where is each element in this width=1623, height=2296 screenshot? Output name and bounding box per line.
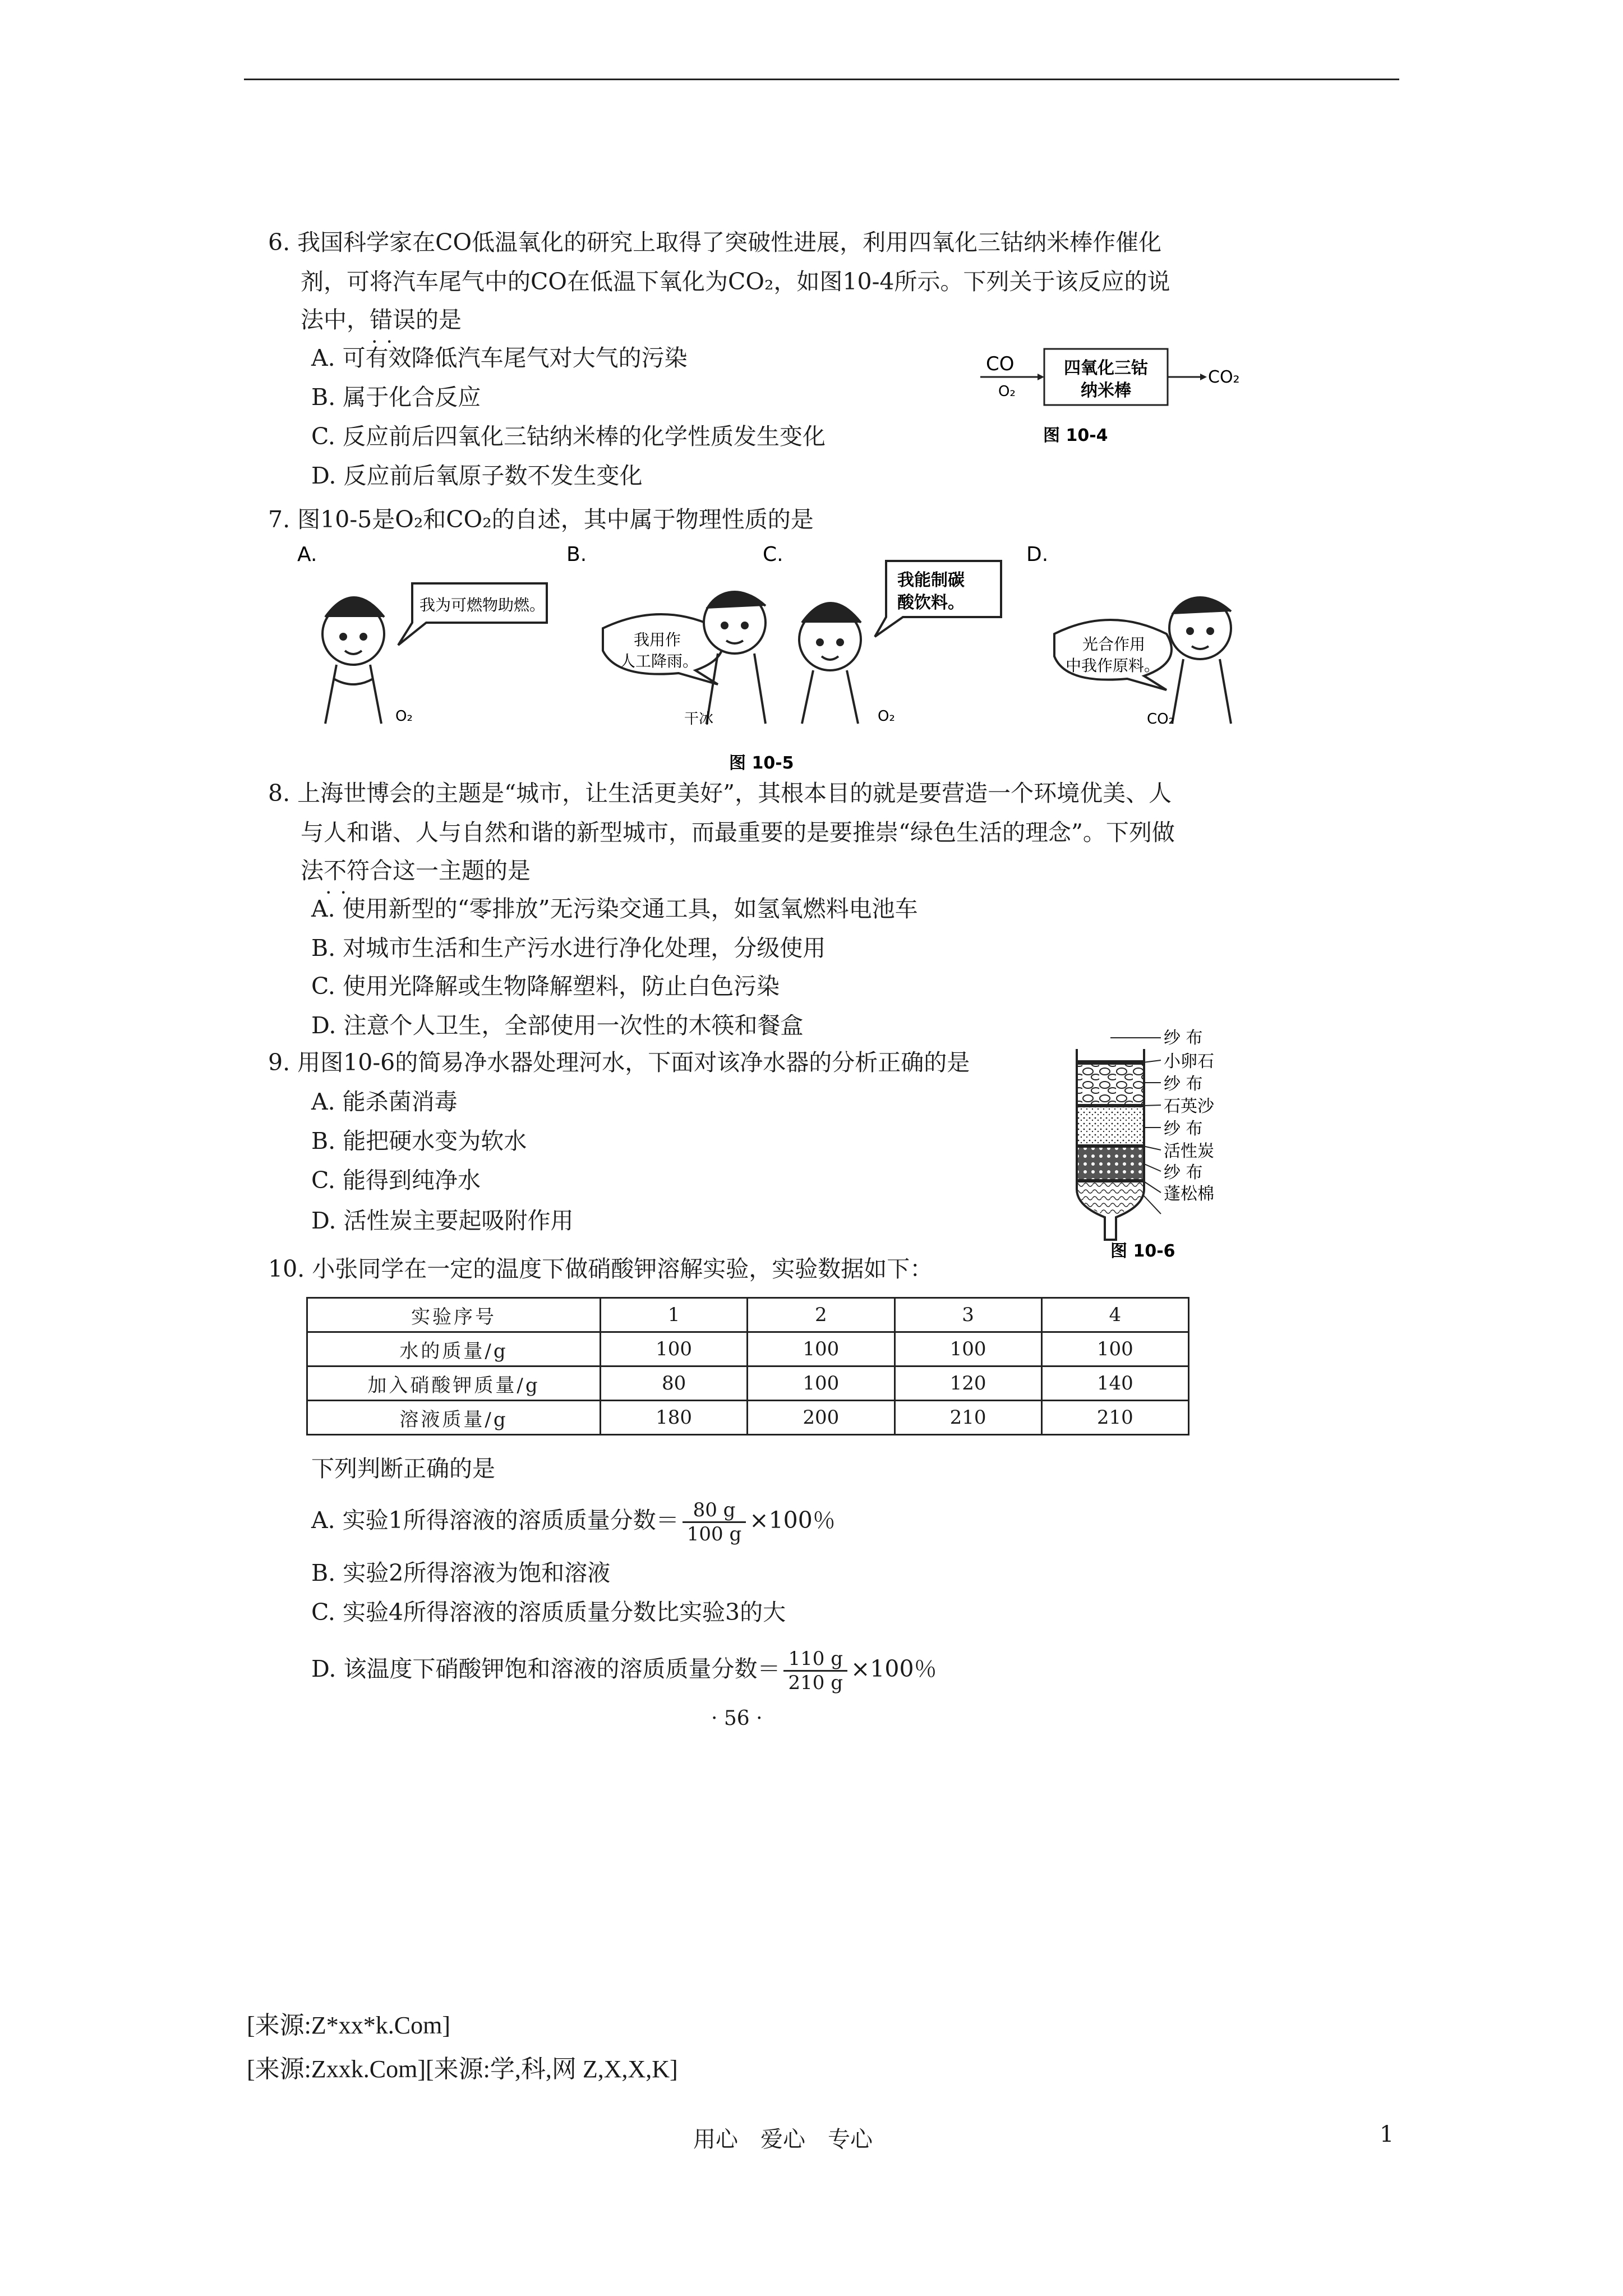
layer-label: 纱 布 (1164, 1119, 1203, 1139)
q10-option-b: B. 实验2所得溶液为饱和溶液 (311, 1559, 611, 1586)
table-cell: 水的质量/g (307, 1332, 601, 1366)
q10-option-c: C. 实验4所得溶液的溶质质量分数比实验3的大 (311, 1599, 786, 1626)
bubble-c-line1: 我能制碳 (897, 570, 965, 590)
table-cell: 2 (748, 1298, 895, 1332)
bubble-c-line2: 酸饮料。 (897, 593, 965, 613)
layer-label: 纱 布 (1164, 1163, 1203, 1182)
fig4-box-line2: 纳米棒 (1081, 381, 1131, 401)
page-number: · 56 · (711, 1707, 763, 1730)
fig5-letter-c: C. (763, 543, 783, 566)
bubble-b-line1: 我用作 (634, 631, 681, 649)
figure-10-4-reaction-diagram (976, 342, 1256, 454)
figure-10-6-water-filter (1066, 1027, 1251, 1262)
experiment-data-table (306, 1297, 1189, 1435)
girl-figure-c (799, 603, 861, 724)
q6-line-3: 法中，错误 • •的是 (301, 304, 462, 335)
table-cell: 1 (601, 1298, 748, 1332)
fig5-label-a: O₂ (395, 708, 413, 725)
q6-option-b: B. 属于化合反应 (311, 384, 481, 411)
fraction: $\frac{80 g}{100 g}$ (683, 1499, 746, 1545)
bubble-d-line1: 光合作用 (1082, 635, 1146, 654)
q9-option-a: A. 能杀菌消毒 (311, 1088, 458, 1115)
table-cell: 100 (1041, 1332, 1188, 1366)
q8-option-b: B. 对城市生活和生产污水进行净化处理，分级使用 (311, 935, 826, 961)
q8-option-a: A. 使用新型的“零排放”无污染交通工具，如氢氧燃料电池车 (311, 895, 918, 922)
q8-option-d: D. 注意个人卫生，全部使用一次性的木筷和餐盒 (311, 1012, 804, 1039)
q9-stem: 9. 用图10-6的简易净水器处理河水，下面对该净水器的分析正确的是 (268, 1049, 970, 1076)
fig4-caption: 图 10-4 (1043, 426, 1108, 445)
q6-line-2: 剂，可将汽车尾气中的CO在低温下氧化为CO₂，如图10-4所示。下列关于该反应的说 (301, 268, 1170, 295)
q10-option-d: D. 该温度下硝酸钾饱和溶液的溶质质量分数＝ $\frac{110 g}{210 g}$ ×100％ (311, 1648, 937, 1694)
layer-label: 纱 布 (1164, 1074, 1203, 1094)
table-cell: 200 (748, 1401, 895, 1435)
table-cell: 4 (1041, 1298, 1188, 1332)
table-row (307, 1366, 1189, 1401)
q6-line-1: 6. 我国科学家在CO低温氧化的研究上取得了突破性进展，利用四氧化三钴纳米棒作催化 (268, 229, 1162, 256)
q6-option-d: D. 反应前后氧原子数不发生变化 (311, 462, 643, 489)
table-cell: 实验序号 (307, 1298, 601, 1332)
q10-judge: 下列判断正确的是 (311, 1455, 495, 1482)
fig5-label-d: CO₂ (1147, 711, 1175, 728)
layer-label: 蓬松棉 (1164, 1184, 1214, 1204)
table-cell: 溶液质量/g (307, 1401, 601, 1435)
q9-option-d: D. 活性炭主要起吸附作用 (311, 1207, 574, 1234)
table-cell: 加入硝酸钾质量/g (307, 1366, 601, 1401)
fig5-letter-d: D. (1026, 543, 1049, 566)
fig5-caption: 图 10-5 (729, 753, 794, 773)
table-cell: 180 (601, 1401, 748, 1435)
table-cell: 120 (895, 1366, 1041, 1401)
q10-option-a: A. 实验1所得溶液的溶质质量分数＝ $\frac{80 g}{100 g}$ ×100％ (311, 1499, 836, 1545)
footer-motto: 用心 爱心 专心 (693, 2127, 873, 2152)
q6-option-c: C. 反应前后四氧化三钴纳米棒的化学性质发生变化 (311, 423, 826, 450)
fraction: $\frac{110 g}{210 g}$ (783, 1648, 847, 1694)
q10-stem: 10. 小张同学在一定的温度下做硝酸钾溶解实验，实验数据如下： (268, 1255, 933, 1282)
q9-option-b: B. 能把硬水变为软水 (311, 1128, 527, 1154)
table-cell: 80 (601, 1366, 748, 1401)
q9-option-c: C. 能得到纯净水 (311, 1167, 481, 1194)
table-cell: 100 (748, 1366, 895, 1401)
table-cell: 100 (601, 1332, 748, 1366)
table-cell: 140 (1041, 1366, 1188, 1401)
emphasis-dots: 不符合 • • (324, 855, 393, 886)
q8-line-1: 8. 上海世博会的主题是“城市，让生活更美好”，其根本目的就是要营造一个环境优美、人 (268, 780, 1172, 807)
bubble-a-text: 我为可燃物助燃。 (419, 596, 546, 614)
footer-page: 1 (1380, 2122, 1394, 2147)
fig5-letter-a: A. (297, 543, 317, 566)
table-cell: 210 (895, 1401, 1041, 1435)
q6-option-a: A. 可有效降低汽车尾气对大气的污染 (311, 344, 688, 371)
top-rule (244, 79, 1399, 80)
q8-line-2: 与人和谐、人与自然和谐的新型城市，而最重要的是要推崇“绿色生活的理念”。下列做 (301, 819, 1175, 846)
bubble-d-line2: 中我作原料。 (1066, 656, 1160, 675)
boy-figure-d (1169, 597, 1231, 724)
source-line-1: [来源:Z*xx*k.Com] (247, 2012, 450, 2039)
figure-10-5-cartoons (292, 539, 1262, 774)
fig5-letter-b: B. (566, 543, 587, 566)
fig5-label-b: 干冰 (684, 711, 714, 728)
layer-label: 石英沙 (1164, 1097, 1214, 1116)
speech-bubble-a (398, 583, 547, 645)
fig5-label-c: O₂ (878, 708, 895, 725)
table-cell: 210 (1041, 1401, 1188, 1435)
layer-label: 小卵石 (1164, 1052, 1214, 1071)
table-row (307, 1298, 1189, 1332)
q7-stem: 7. 图10-5是O₂和CO₂的自述，其中属于物理性质的是 (268, 506, 814, 533)
fig4-input-co: CO (986, 353, 1015, 375)
girl-figure-a (322, 597, 384, 724)
layer-label: 纱 布 (1164, 1028, 1203, 1048)
source-line-2: [来源:Zxxk.Com][来源:学,科,网 Z,X,X,K] (247, 2055, 678, 2083)
table-cell: 3 (895, 1298, 1041, 1332)
bubble-b-line2: 人工降雨。 (620, 652, 699, 670)
fig6-caption: 图 10-6 (1110, 1241, 1175, 1261)
table-row (307, 1401, 1189, 1435)
layer-label: 活性炭 (1164, 1142, 1214, 1161)
fig4-box-line1: 四氧化三钴 (1064, 358, 1148, 378)
table-cell: 100 (895, 1332, 1041, 1366)
table-row (307, 1332, 1189, 1366)
emphasis-dots: 错误 • • (370, 304, 416, 335)
q8-line-3: 法不符合 • •这一主题的是 (301, 855, 531, 886)
fig4-input-o2: O₂ (998, 383, 1016, 400)
fig4-output-co2: CO₂ (1208, 367, 1240, 387)
q8-option-c: C. 使用光降解或生物降解塑料，防止白色污染 (311, 973, 780, 1000)
table-cell: 100 (748, 1332, 895, 1366)
speech-bubble-d (1054, 620, 1172, 690)
